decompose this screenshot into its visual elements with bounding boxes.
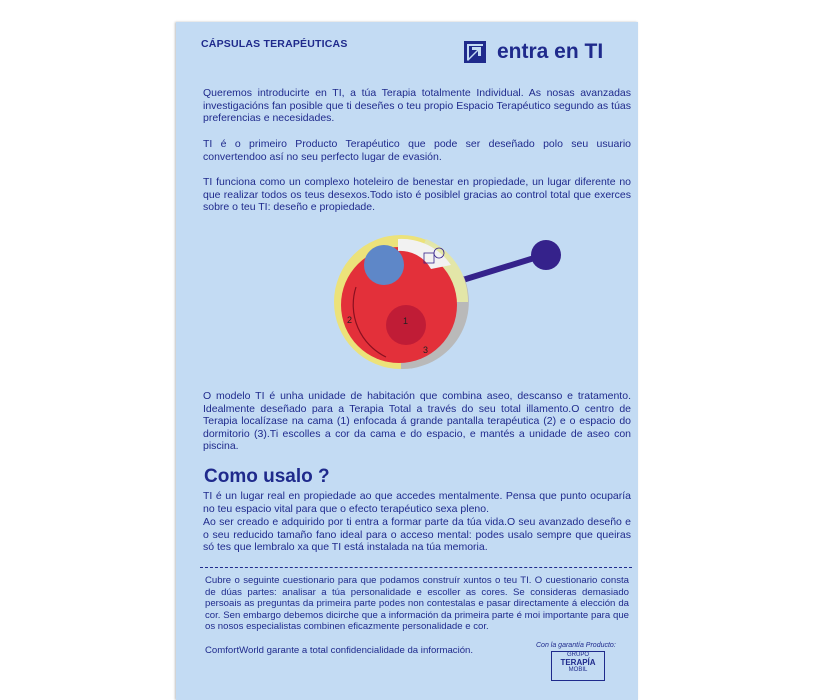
seal-bottom-text: MOBIL (568, 667, 588, 673)
diagram-label-3: 3 (423, 345, 429, 355)
document-page (176, 22, 638, 700)
diagram-label-2: 2 (347, 315, 353, 325)
seal-caption: Con la garantía Producto: (536, 642, 616, 649)
therapy-unit-diagram (326, 217, 576, 377)
guarantee-seal (551, 651, 605, 681)
model-description: O modelo TI é unha unidade de habitación que combina aseo, descanso e tratamento. Idealmente deseñado para a Terapia Total a través do seu total illamento.O centro de Terapia localízase na cama (1) enfocada á grande pantalla terapéutica (2) e o espacio do dormitorio (3).Ti escolles a cor da cama e do espacio, e mantés a unidade de aseo con piscina. (203, 390, 631, 453)
intro-paragraph-2: TI é o primeiro Producto Terapéutico que pode ser deseñado polo seu usuario convertendoo así no seu perfecto lugar de evasión. (203, 138, 631, 163)
divider (200, 567, 632, 568)
questionnaire-text: Cubre o seguinte cuestionario para que podamos construír xuntos o teu TI. O cuestionario consta de dúas partes: analisar a túa personalidade e escoller as cores. Se consideras demasiado persoais as preguntas da primeira parte podes non contestalas e pasar directamente á elección da cor. Sen embargo debemos dicirche que a información da primeira parte é moi importante para que os nosos especialistas combinen eficazmente personalidade e cor. (205, 575, 629, 633)
seal-main-text: TERAPÍA (560, 658, 596, 667)
blue-screen-circle (364, 245, 404, 285)
brand-title: entra en TI (497, 40, 604, 63)
how-to-paragraph-2: Ao ser creado e adquirido por ti entra a formar parte da túa vida.O seu avanzado deseño e o seu reducido tamaño fano ideal para o acceso mental: podes usalo sempre que queiras só tes que lembralo xa que TI está instalada na túa memoria. (203, 516, 631, 554)
how-to-title: Como usalo ? (204, 466, 330, 487)
section-title: CÁPSULAS TERAPÉUTICAS (201, 38, 348, 50)
diagram-label-1: 1 (403, 316, 409, 326)
arrow-box-icon (464, 41, 486, 63)
confidentiality-note: ComfortWorld garante a total confidencialidade da información. (205, 645, 474, 656)
intro-paragraph-3: TI funciona como un complexo hoteleiro de benestar en propiedade, un lugar diferente no que realizar todos os teus desexos.Todo isto é posiblel gracias ao control total que exerces sobre o teu TI: deseño e propiedade. (203, 176, 631, 214)
seal-top-text: GRUPO (566, 652, 589, 658)
intro-paragraph-1: Queremos introducirte en TI, a túa Terapia totalmente Individual. As nosas avanzadas investigacións fan posible que ti deseñes o teu propio Espacio Terapéutico segundo as túas preferencias e necesidades. (203, 87, 631, 125)
handle-knob (531, 240, 561, 270)
how-to-paragraph-1: TI é un lugar real en propiedade ao que accedes mentalmente. Pensa que punto ocuparía no teu espacio vital para que o efecto terapéutico sexa pleno. (203, 490, 631, 515)
